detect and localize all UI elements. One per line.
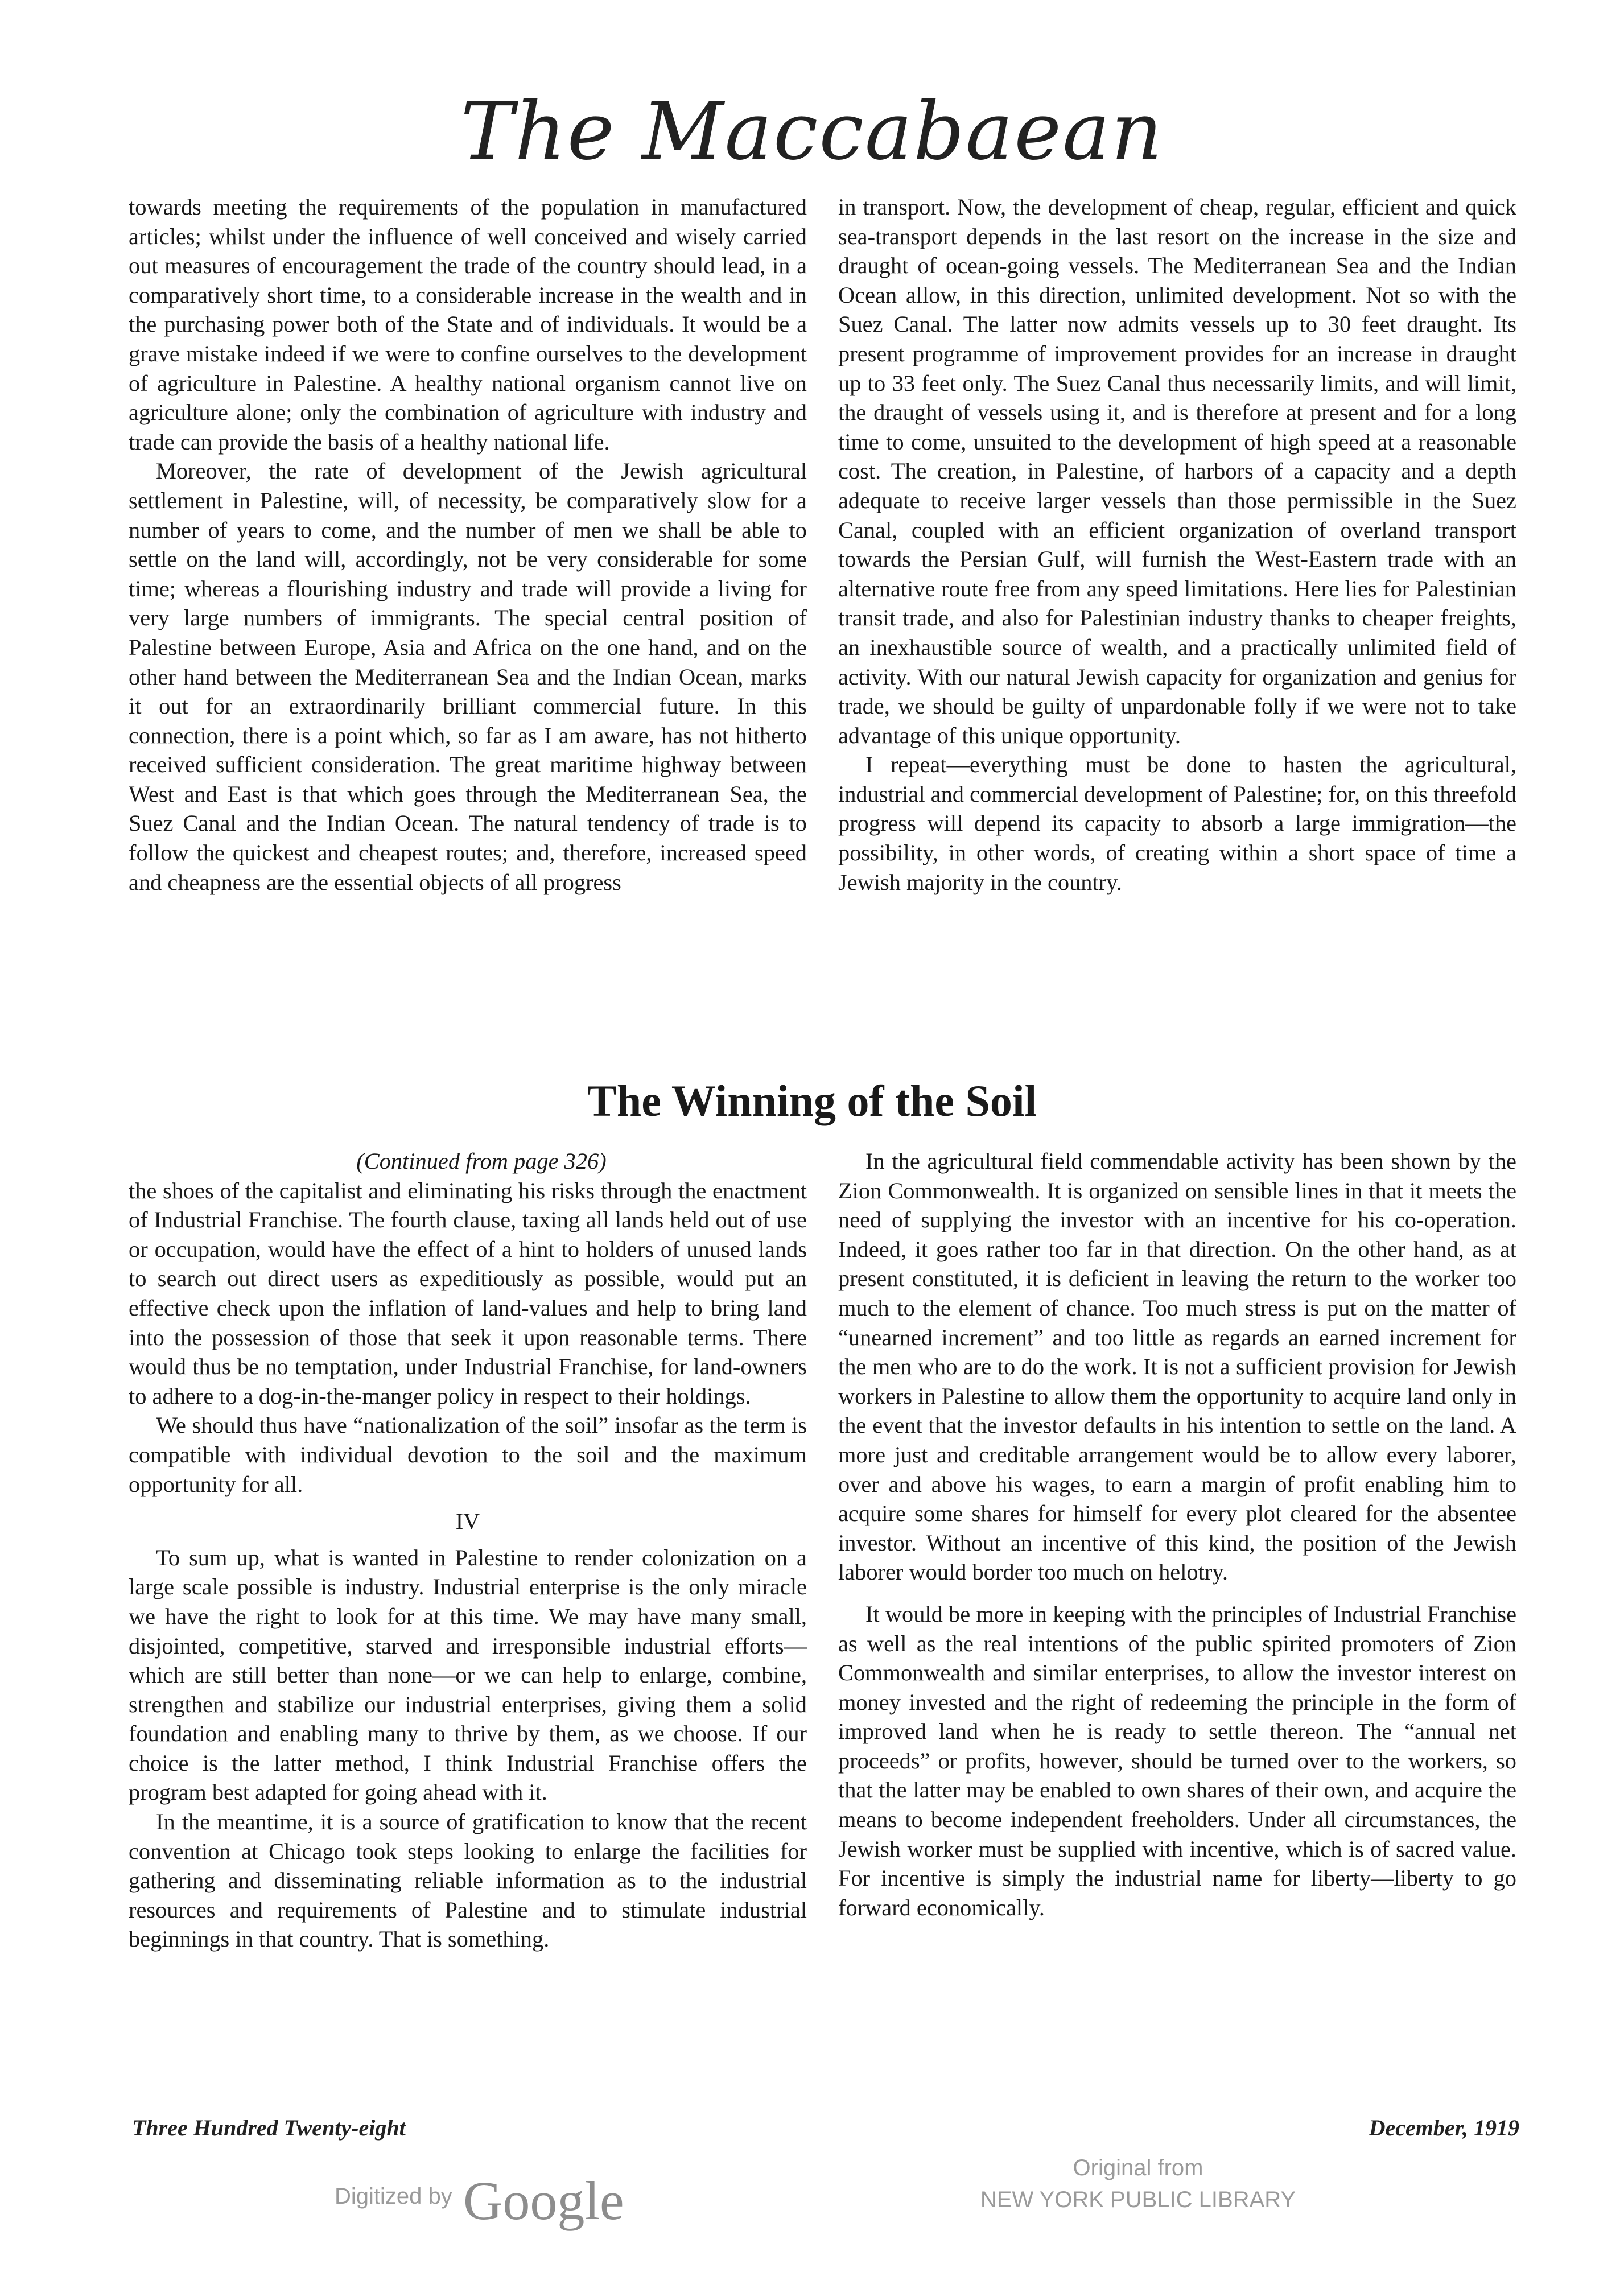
section-numeral: IV (455, 1508, 480, 1535)
top-right-column (838, 192, 1516, 897)
original-from-label: Original from (1073, 2155, 1203, 2180)
paragraph: towards meeting the requirements of the population in manufactured articles; whilst under the influence of well conceived and wisely carried out measures of encouragement the trade of the country should lead, in a comparatively short time, to a considerable increase in the wealth and in the purchasing power both of the State and of individuals. It would be a grave mistake indeed if we were to confine ourselves to the development of agriculture in Palestine. A healthy national organism cannot live on agriculture alone; only the combination of agriculture with industry and trade can provide the basis of a healthy national life. (129, 194, 807, 455)
library-name: NEW YORK PUBLIC LIBRARY (980, 2187, 1296, 2212)
top-left-column (129, 192, 807, 897)
paragraph: the shoes of the capitalist and eliminating his risks through the enactment of Industrial Franchise. The fourth clause, taxing all lands held out of use or occupation, would have the effect of a hint to holders of unused lands to search out direct users as expeditiously as possible, would put an effective check upon the inflation of land-values and help to bring land into the possession of those that seek it upon reasonable terms. There would thus be no temptation, under Industrial Franchise, for land-owners to adhere to a dog-in-the-manger policy in respect to their holdings. (129, 1177, 807, 1409)
digitized-by-label: Digitized by (335, 2184, 452, 2209)
paragraph: To sum up, what is wanted in Palestine to render colonization on a large scale possible is industry. Industrial enterprise is the only miracle we have the right to look for at this time. We may have many small, disjointed, competitive, starved and irresponsible industrial efforts—which are still better than none—or we can help to enlarge, combine, strengthen and stabilize our industrial enterprises, giving them a solid foundation and enabling many to thrive by them, as we choose. If our choice is the latter method, I think Industrial Franchise offers the program best adapted for going ahead with it. (129, 1544, 807, 1805)
paragraph: I repeat—everything must be done to hasten the agricultural, industrial and commercial development of Palestine; for, on this threefold progress will depend its capacity to absorb a large immigration—the possibility, in other words, of creating within a short space of time a Jewish majority in the country. (838, 752, 1516, 895)
masthead: The Maccabaean (460, 85, 1164, 178)
paragraph: We should thus have “nationalization of the soil” insofar as the term is compatible with individual devotion to the soil and the maximum opportunity for all. (129, 1412, 807, 1497)
issue-date-footer: December, 1919 (1369, 2115, 1519, 2141)
article-title: The Winning of the Soil (587, 1076, 1037, 1125)
page-number-footer: Three Hundred Twenty-eight (132, 2115, 406, 2141)
paragraph: in transport. Now, the development of cheap, regular, efficient and quick sea-transport depends in the last resort on the increase in the size and draught of ocean-going vessels. The Mediterranean Sea and the Indian Ocean allow, in this direction, unlimited development. Not so with the Suez Canal. The latter now admits vessels up to 30 feet draught. Its present programme of improvement provides for an increase in draught up to 33 feet only. The Suez Canal thus necessarily limits, and will limit, the draught of vessels using it, and is therefore at present and for a long time to come, unsuited to the development of high speed at a reasonable cost. The creation, in Palestine, of harbors of a capacity and a depth adequate to receive larger vessels than those permissible in the Suez Canal, coupled with an efficient organization of overland transport towards the Persian Gulf, will furnish the West-Eastern trade with an alternative route free from any speed limitations. Here lies for Palestinian transit trade, and also for Palestinian industry thanks to cheaper freights, an inexhaustible source of wealth, and a practically unlimited field of activity. With our natural Jewish capacity for organization and genius for trade, we should be guilty of unpardonable folly if we were not to take advantage of this unique opportunity. (838, 194, 1516, 748)
continued-note: (Continued from page 326) (356, 1148, 607, 1174)
bottom-right-column (838, 1147, 1516, 1922)
bottom-left-column (129, 1147, 807, 1954)
paragraph: In the agricultural field commendable activity has been shown by the Zion Commonwealth. It is organized on sensible lines in that it meets the need of supplying the investor with an incentive for his co-operation. Indeed, it goes rather too far in that direction. On the other hand, as at present constituted, it is deficient in leaving the return to the worker too much to the element of chance. Too much stress is put on the matter of “unearned increment” and too little as regards an earned increment for the men who are to do the work. It is not a sufficient provision for Jewish workers in Palestine to allow them the opportunity to acquire land only in the event that the investor defaults in his intention to settle on the land. A more just and creditable arrangement would be to allow every laborer, over and above his wages, to earn a margin of profit enabling him to acquire some shares for himself for every plot cleared for the absentee investor. Without an incentive of this kind, the position of the Jewish laborer would border too much on helotry. (838, 1148, 1516, 1585)
paragraph: In the meantime, it is a source of gratification to know that the recent convention at Chicago took steps looking to enlarge the facilities for gathering and disseminating reliable information as to the industrial resources and requirements of Palestine and to stimulate industrial beginnings in that country. That is something. (129, 1809, 807, 1952)
paragraph: It would be more in keeping with the principles of Industrial Franchise as well as the real intentions of the public spirited promoters of Zion Commonwealth and similar enterprises, to allow the investor interest on money invested and the right of redeeming the principle in the form of improved land when he is ready to settle thereon. The “annual net proceeds” or profits, however, should be turned over to the workers, so that the latter may be enabled to own shares of their own, and acquire the means to become independent freeholders. Under all circumstances, the Jewish worker must be supplied with incentive, which is of sacred value. For incentive is simply the industrial name for liberty—liberty to go forward economically. (838, 1601, 1516, 1920)
library-attribution (973, 2152, 1303, 2216)
google-logo: Google (463, 2170, 624, 2231)
paragraph: Moreover, the rate of development of the Jewish agricultural settlement in Palestine, will, of necessity, be comparatively slow for a number of years to come, and the number of men we shall be able to settle on the land will, accordingly, not be very considerable for some time; whereas a flourishing industry and trade will provide a living for very large numbers of immigrants. The special central position of Palestine between Europe, Asia and Africa on the one hand, and on the other hand between the Mediterranean Sea and the Indian Ocean, marks it out for an extraordinarily brilliant commercial future. In this connection, there is a point which, so far as I am aware, has not hitherto received sufficient consideration. The great maritime highway between West and East is that which goes through the Mediterranean Sea, the Suez Canal and the Indian Ocean. The natural tendency of trade is to follow the quickest and cheapest routes; and, therefore, increased speed and cheapness are the essential objects of all progress (129, 458, 807, 895)
